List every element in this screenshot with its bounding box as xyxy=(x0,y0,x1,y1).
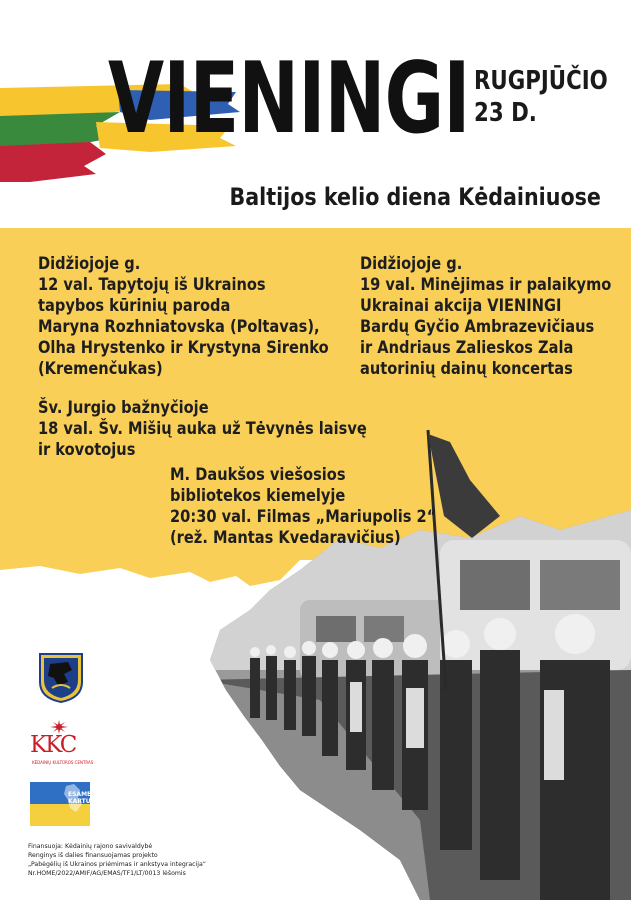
event-line: Didžiojoje g. xyxy=(38,254,141,274)
funding-note xyxy=(28,842,206,878)
event-exhibition xyxy=(38,254,329,380)
funding-line: „Pabėgėlių iš Ukrainos priėmimas ir ankstyva integracija“ xyxy=(28,861,206,868)
event-film xyxy=(170,465,436,549)
funding-line: Nr.HOME/2022/AMIF/AG/EMAS/TF1/LT/0013 lėšomis xyxy=(28,870,186,877)
event-date xyxy=(474,66,608,129)
event-line: Bardų Gyčio Ambrazevičiaus xyxy=(360,317,595,337)
funding-line: Finansuoja: Kėdainių rajono savivaldybė xyxy=(28,843,153,850)
event-mass xyxy=(38,398,367,461)
esame-kartu-text xyxy=(68,791,91,805)
kedainiai-coat-of-arms-icon xyxy=(38,652,84,704)
lt-red-stroke xyxy=(0,142,106,182)
event-line: Ukrainai akcija VIENINGI xyxy=(360,296,562,316)
event-line: Maryna Rozhniatovska (Poltavas), xyxy=(38,317,320,337)
event-line: autorinių dainų koncertas xyxy=(360,359,573,379)
event-line: ir kovotojus xyxy=(38,440,136,460)
event-line: 19 val. Minėjimas ir palaikymo xyxy=(360,275,612,295)
poster-subtitle: Baltijos kelio diena Kėdainiuose xyxy=(229,183,601,211)
event-line: ir Andriaus Zalieskos Zala xyxy=(360,338,574,358)
kkc-letters: KKC xyxy=(30,732,76,758)
event-commemoration xyxy=(360,254,611,380)
date-day: 23 D. xyxy=(474,97,537,128)
poster-title: VIENINGI xyxy=(108,42,470,156)
event-line: Didžiojoje g. xyxy=(360,254,463,274)
funding-line: Renginys iš dalies finansuojamas projekto xyxy=(28,852,158,859)
event-line: (Kremenčukas) xyxy=(38,359,163,379)
esame-line: ESAME xyxy=(68,791,92,798)
event-line: M. Daukšos viešosios xyxy=(170,465,346,485)
event-line: 20:30 val. Filmas „Mariupolis 2“ xyxy=(170,507,437,527)
event-line: (rež. Mantas Kvedaravičius) xyxy=(170,528,401,548)
event-line: 12 val. Tapytojų iš Ukrainos xyxy=(38,275,266,295)
kkc-logo xyxy=(28,720,92,768)
kkc-subtitle: KĖDAINIŲ KULTŪROS CENTRAS xyxy=(32,760,94,765)
event-line: bibliotekos kiemelyje xyxy=(170,486,346,506)
event-line: tapybos kūrinių paroda xyxy=(38,296,231,316)
event-line: Olha Hrystenko ir Krystyna Sirenko xyxy=(38,338,329,358)
esame-kartu-logo xyxy=(30,782,90,826)
event-line: 18 val. Šv. Mišių auka už Tėvynės laisvę xyxy=(38,419,367,439)
event-line: Šv. Jurgio bažnyčioje xyxy=(38,398,209,418)
kartu-line: KARTU xyxy=(68,798,91,805)
date-month: RUGPJŪČIO xyxy=(474,66,608,96)
